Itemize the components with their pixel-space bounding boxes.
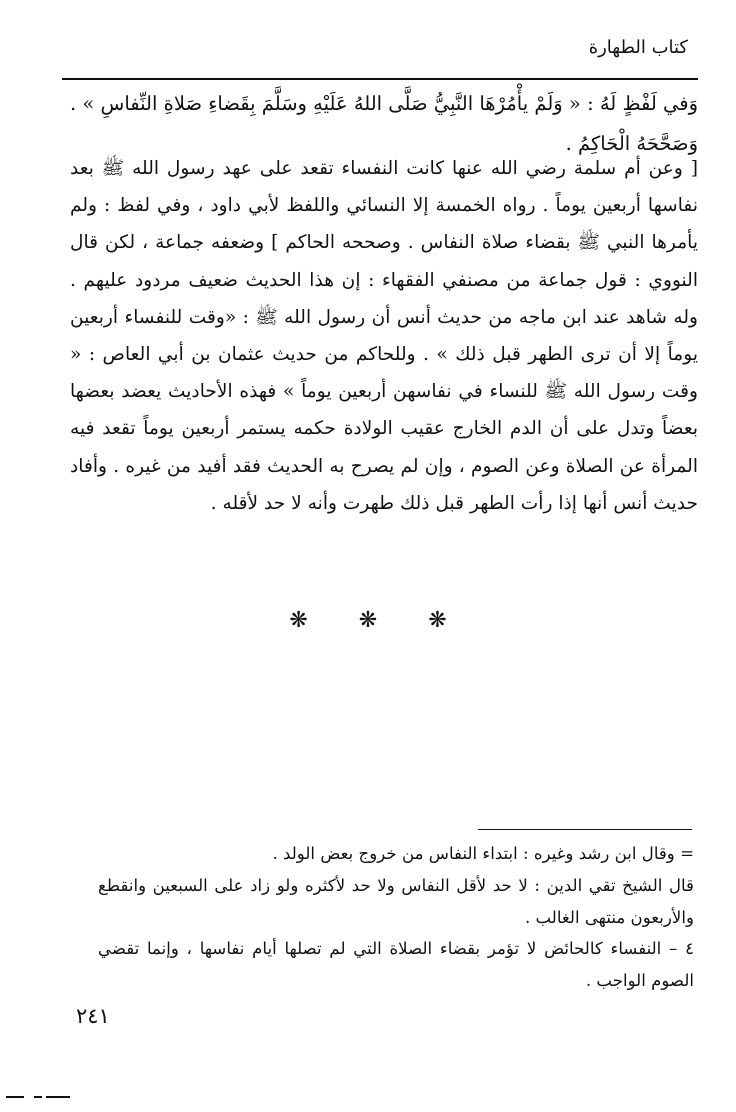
divider-asterism-icon: ❋	[428, 608, 447, 633]
section-divider	[0, 608, 736, 633]
footnote-item: قال الشيخ تقي الدين : لا حد لأقل النفاس ولا حد لأكثره ولو زاد على السبعين وانقطع والأربعون منتهى الغالب .	[98, 875, 694, 927]
footnote-continuation: = وقال ابن رشد وغيره : ابتداء النفاس من خروج بعض الولد .	[272, 844, 694, 863]
divider-asterism-icon: ❋	[289, 608, 308, 633]
page-number: ٢٤١	[76, 1004, 110, 1028]
hadith-reference-text: وَفي لَفْظٍ لَهُ : « وَلَمْ يأْمُرْهَا النَّبِيُّ صَلَّى اللهُ عَلَيْهِ وسَلَّمَ بِقَضاءِ صَلاةِ النِّفاسِ » . وَصَحَّحَهُ الْحَاكِمُ .	[70, 92, 698, 155]
running-header: كتاب الطهارة	[588, 37, 688, 58]
commentary	[70, 150, 698, 522]
divider-asterism-icon: ❋	[358, 608, 378, 633]
footnote-item: ٤ – النفساء كالحائض لا تؤمر بقضاء الصلاة التي لم تصلها أيام نفاسها ، وإنما تقضي الصوم الواجب .	[98, 939, 694, 991]
commentary-paragraph: [ وعن أم سلمة رضي الله عنها كانت النفساء تقعد على عهد رسول الله ﷺ بعد نفاسها أربعين يوماً . رواه الخمسة إلا النسائي واللفظ لأبي داود ، وفي لفظ : ولم يأمرها النبي ﷺ بقضاء صلاة النفاس . وصححه الحاكم ] وضعفه جماعة ، لكن قال النووي : قول جماعة من مصنفي الفقهاء : إن هذا الحديث ضعيف مردود عليهم . وله شاهد عند ابن ماجه من حديث أنس أن رسول الله ﷺ : «وقت للنفساء أربعين يوماً إلا أن ترى الطهر قبل ذلك » . وللحاكم من حديث عثمان بن أبي العاص : « وقت رسول الله ﷺ للنساء في نفاسهن أربعين يوماً » فهذه الأحاديث يعضد بعضها بعضاً وتدل على أن الدم الخارج عقيب الولادة حكمه يستمر أربعين يوماً تقعد فيه المرأة عن الصلاة وعن الصوم ، وإن لم يصرح به الحديث فقد أفيد من غيره . وأفاد حديث أنس أنها إذا رأت الطهر قبل ذلك طهرت وأنه لا حد لأقله .	[70, 158, 698, 514]
footnotes	[98, 838, 694, 997]
footnote-rule	[478, 829, 692, 830]
scan-edge-mark	[0, 1094, 78, 1100]
header-rule	[62, 78, 698, 80]
